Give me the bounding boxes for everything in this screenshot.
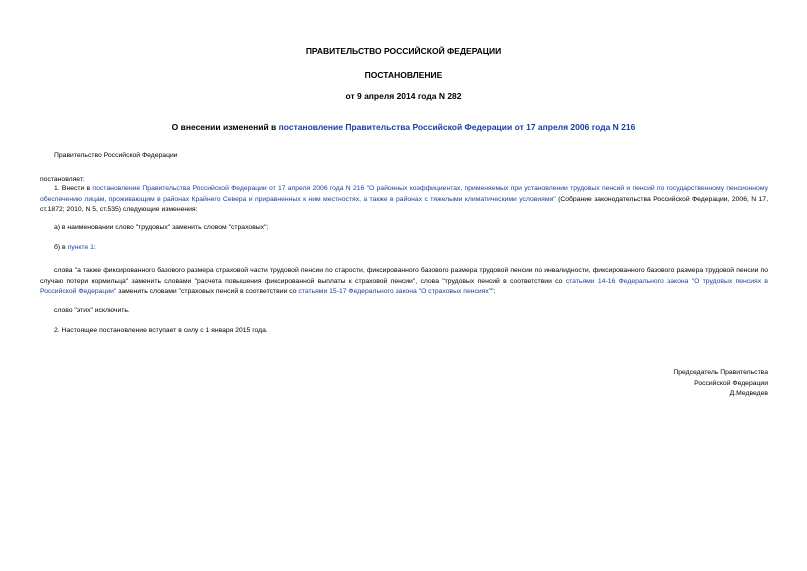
date-number-heading: от 9 апреля 2014 года N 282	[345, 91, 462, 101]
item-b-paragraph	[40, 243, 768, 254]
item-1-prefix: 1. Внести в	[54, 185, 93, 192]
item-1-suffix: (Собрание законодательства Российской Федерации, 2006, N 17, ст.1872; 2010, N 5, ст.535) следующие изменения:	[40, 195, 768, 213]
words-end: ";	[491, 288, 496, 295]
doc-type-heading: ПОСТАНОВЛЕНИЕ	[364, 70, 443, 80]
subject-heading	[0, 122, 807, 132]
words-paragraph	[40, 266, 768, 298]
government-heading: ПРАВИТЕЛЬСТВО РОССИЙСКОЙ ФЕДЕРАЦИИ	[305, 46, 502, 56]
words-link-2[interactable]: статьями 15-17 Федерального закона "О страховых пенсиях"	[298, 288, 492, 295]
subject-prefix: О внесении изменений в	[171, 122, 279, 132]
item-a-paragraph: а) в наименовании слово "трудовых" заменить словом "страховых";	[54, 224, 269, 231]
words-text: слова "а также фиксированного базового размера страховой части трудовой пенсии по старости, фиксированного базового размера трудовой пенсии по инвалидности, фиксированного базового размера трудовой пенсии по случаю потери кормильца" заменить словами "расчета повышения фиксированной выплаты к страховой пенсии", слова "трудовых пенсий в соответствии со	[40, 267, 768, 285]
signature-title-1: Председатель Правительства	[673, 369, 768, 376]
item-2-paragraph: 2. Настоящее постановление вступает в силу с 1 января 2015 года.	[54, 327, 268, 334]
subject-link[interactable]: постановление Правительства Российской Федерации от 17 апреля 2006 года N 216	[278, 122, 636, 132]
this-word-paragraph: слово "этих" исключить.	[54, 307, 130, 314]
words-mid: заменить словами "страховых пенсий в соответствии со	[116, 288, 299, 295]
item-1-link[interactable]: постановление Правительства Российской Федерации от 17 апреля 2006 года N 216 "О районных коэффициентах, применяемых при установлении трудовых пенсий и пенсий по государственному пенсионному обеспечению лицам, проживающим в районах Крайнего Севера и приравненных к ним местностях, а также в районах с тяжелыми климатическими условиями"	[40, 185, 768, 203]
words-link-1[interactable]: статьями 14-16 Федерального закона "О трудовых пенсиях в Российской Федерации"	[40, 277, 768, 295]
signature-title-2: Российской Федерации	[694, 379, 768, 387]
government-line: Правительство Российской Федерации	[54, 152, 178, 159]
item-b-link[interactable]: пункте 1	[67, 244, 94, 251]
signature-block	[568, 368, 768, 400]
resolves-line: постановляет:	[40, 176, 85, 183]
item-b-suffix: :	[93, 244, 96, 251]
item-b-prefix: б) в	[54, 244, 68, 251]
signature-name: Д.Медведев	[729, 390, 768, 397]
item-1-paragraph	[40, 184, 768, 216]
